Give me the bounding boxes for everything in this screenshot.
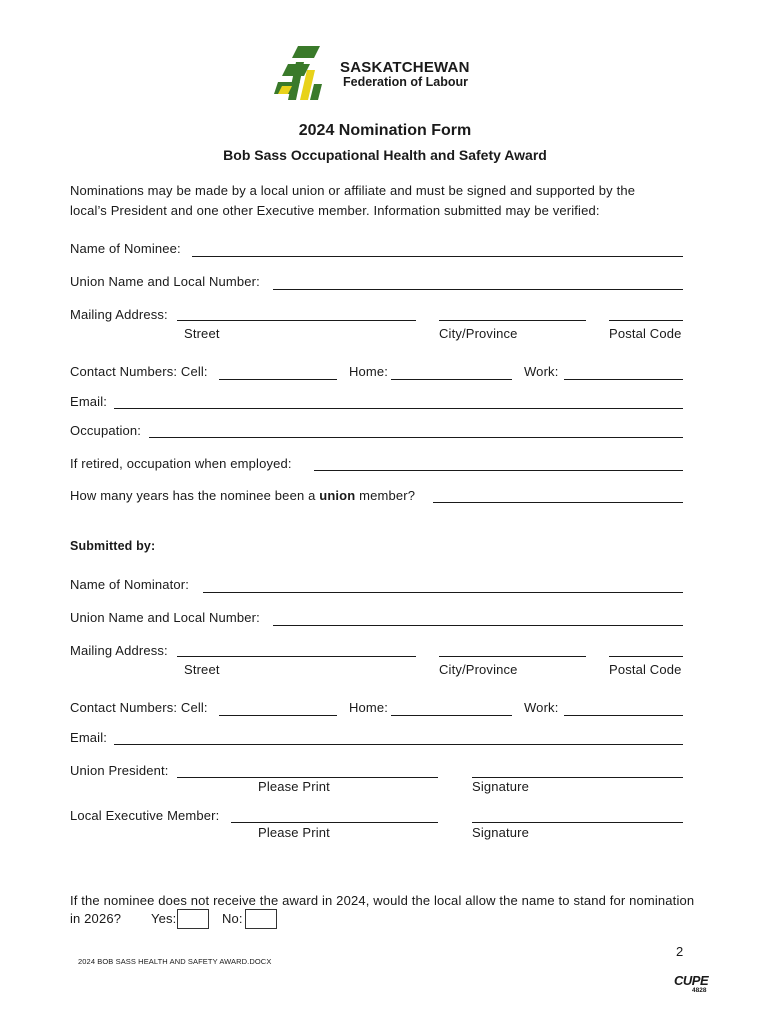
sfl-logo-mark <box>274 44 324 102</box>
president-signature-caption: Signature <box>472 779 529 794</box>
nominator-work-field[interactable] <box>564 715 683 716</box>
nominee-name-label: Name of Nominee: <box>70 241 181 256</box>
executive-signature-caption: Signature <box>472 825 529 840</box>
nominee-years-suffix: member? <box>359 488 416 503</box>
nominator-email-label: Email: <box>70 730 108 745</box>
nominee-mailing-label: Mailing Address: <box>70 307 168 322</box>
president-signature-field[interactable] <box>472 777 683 778</box>
nominator-home-field[interactable] <box>391 715 512 716</box>
president-print-caption: Please Print <box>258 779 330 794</box>
nominator-cell-field[interactable] <box>219 715 337 716</box>
nominee-union-label: Union Name and Local Number: <box>70 274 260 289</box>
intro-line-2: local’s President and one other Executive member. Information submitted may be verified: <box>70 203 600 218</box>
union-bug-number: 4828 <box>692 987 707 994</box>
union-bug-label: CUPE <box>674 973 709 988</box>
nominator-city-field[interactable] <box>439 656 586 657</box>
nominator-postal-field[interactable] <box>609 656 683 657</box>
president-label: Union President: <box>70 763 169 778</box>
nominee-union-field[interactable] <box>273 289 683 290</box>
nominee-postal-field[interactable] <box>609 320 683 321</box>
intro-line-1: Nominations may be made by a local union or affiliate and must be signed and supported by the <box>70 183 636 198</box>
nominator-union-field[interactable] <box>273 625 683 626</box>
page-title: 2024 Nomination Form <box>298 122 472 139</box>
executive-signature-field[interactable] <box>472 822 683 823</box>
closing-question-line2: in 2026? <box>70 911 122 926</box>
nominee-home-field[interactable] <box>391 379 512 380</box>
nominee-street-field[interactable] <box>177 320 416 321</box>
nominee-retired-label: If retired, occupation when employed: <box>70 456 292 471</box>
nominator-union-label: Union Name and Local Number: <box>70 610 260 625</box>
nominee-years-bold: union <box>319 488 356 503</box>
page-subtitle: Bob Sass Occupational Health and Safety Award <box>223 147 547 163</box>
nominee-email-label: Email: <box>70 394 108 409</box>
no-checkbox[interactable] <box>245 909 277 929</box>
nominator-work-label: Work: <box>524 700 559 715</box>
nominator-city-caption: City/Province <box>439 662 518 677</box>
executive-label: Local Executive Member: <box>70 808 220 823</box>
nominator-name-field[interactable] <box>203 592 683 593</box>
nominee-years-field[interactable] <box>433 502 683 503</box>
nominee-cell-label: Contact Numbers: Cell: <box>70 364 208 379</box>
page-number: 2 <box>676 944 684 959</box>
nominee-city-field[interactable] <box>439 320 586 321</box>
nominator-cell-label: Contact Numbers: Cell: <box>70 700 208 715</box>
nominee-city-caption: City/Province <box>439 326 518 341</box>
nominee-work-label: Work: <box>524 364 559 379</box>
nominee-years-prefix: How many years has the nominee been a <box>70 488 316 503</box>
nominee-occupation-field[interactable] <box>149 437 683 438</box>
nominator-street-field[interactable] <box>177 656 416 657</box>
org-name-line2: Federation of Labour <box>343 75 468 89</box>
nominee-cell-field[interactable] <box>219 379 337 380</box>
nominator-home-label: Home: <box>349 700 389 715</box>
nominee-occupation-label: Occupation: <box>70 423 142 438</box>
sfl-logo <box>274 44 324 102</box>
nominee-work-field[interactable] <box>564 379 683 380</box>
footer-filename: 2024 BOB SASS HEALTH AND SAFETY AWARD.DOCX <box>78 957 272 966</box>
nominator-email-field[interactable] <box>114 744 683 745</box>
nominee-street-caption: Street <box>184 326 220 341</box>
nominator-street-caption: Street <box>184 662 220 677</box>
no-label: No: <box>222 911 243 926</box>
nominee-years-label <box>70 488 415 503</box>
nominator-postal-caption: Postal Code <box>609 662 682 677</box>
org-name-line1: SASKATCHEWAN <box>340 59 470 76</box>
nominator-mailing-label: Mailing Address: <box>70 643 168 658</box>
executive-print-caption: Please Print <box>258 825 330 840</box>
nominee-postal-caption: Postal Code <box>609 326 682 341</box>
president-name-field[interactable] <box>177 777 438 778</box>
nominee-name-field[interactable] <box>192 256 683 257</box>
yes-label: Yes: <box>151 911 177 926</box>
yes-checkbox[interactable] <box>177 909 209 929</box>
submitted-heading: Submitted by: <box>70 539 156 553</box>
nominee-home-label: Home: <box>349 364 389 379</box>
nominee-retired-field[interactable] <box>314 470 683 471</box>
nominee-email-field[interactable] <box>114 408 683 409</box>
closing-question-line1: If the nominee does not receive the award in 2024, would the local allow the name to stand for nomination <box>70 893 695 908</box>
nominator-name-label: Name of Nominator: <box>70 577 190 592</box>
executive-name-field[interactable] <box>231 822 438 823</box>
